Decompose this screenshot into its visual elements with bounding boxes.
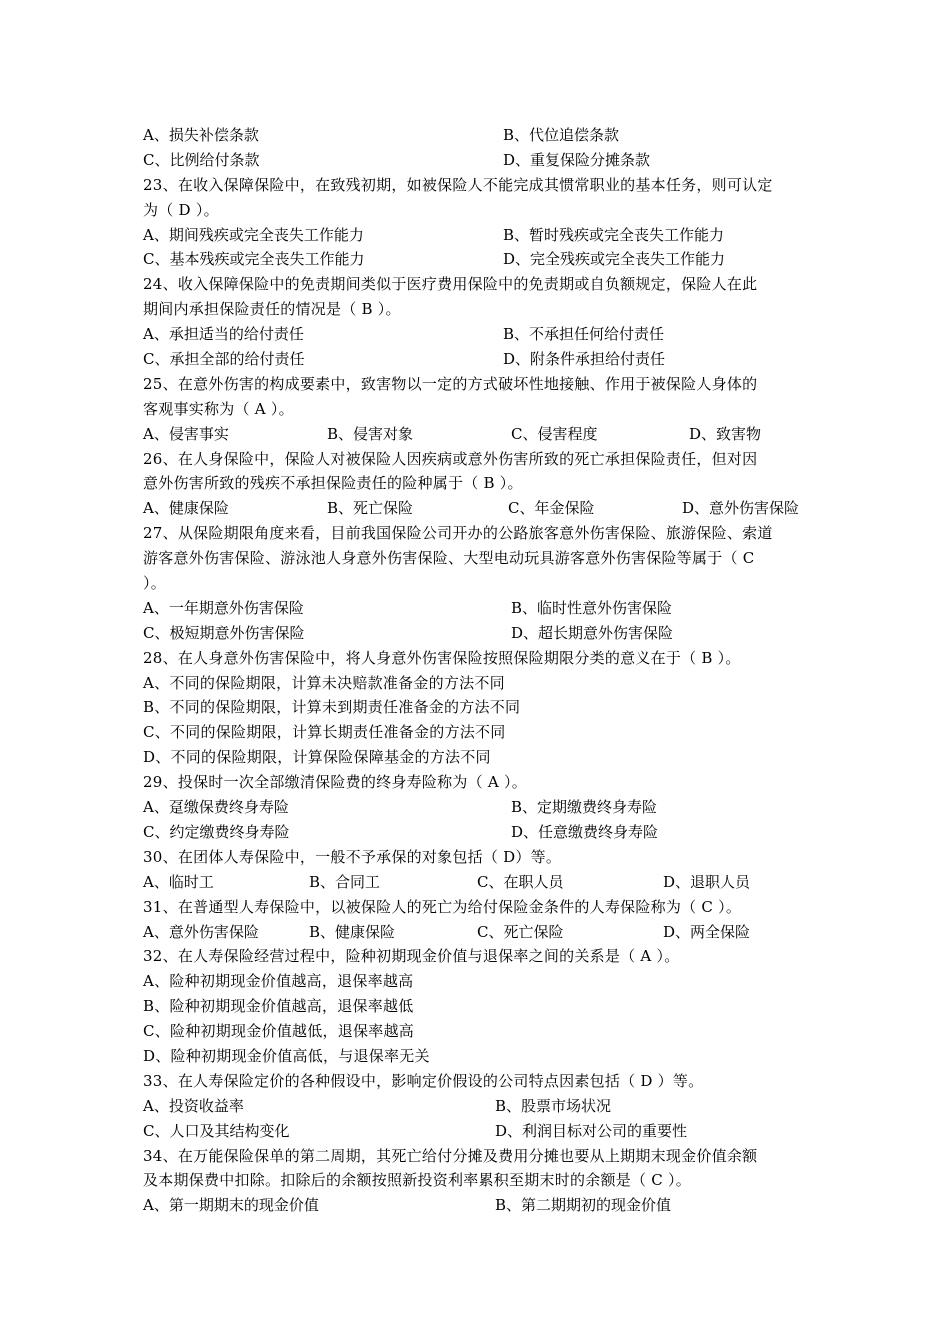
text-line: 32、在人寿保险经营过程中，险种初期现金价值与退保率之间的关系是（ A ）。: [143, 947, 680, 966]
text-line: B、险种初期现金价值越高，退保率越低: [143, 997, 414, 1016]
option-item: A、损失补偿条款: [143, 126, 259, 144]
option-item: B、死亡保险: [327, 499, 414, 518]
option-item: B、定期缴费终身寿险: [511, 798, 658, 817]
text-line: 25、在意外伤害的构成要素中，致害物以一定的方式破坏性地接触、作用于被保险人身体的: [143, 374, 758, 393]
options-row: [143, 247, 813, 272]
option-item: C、基本残疾或完全丧失工作能力: [143, 250, 365, 269]
text-line: A、不同的保险期限，计算未决赔款准备金的方法不同: [143, 673, 505, 692]
text-line: 期间内承担保险责任的情况是（ B ）。: [143, 300, 401, 319]
options-row: [143, 422, 813, 447]
option-item: B、暂时残疾或完全丧失工作能力: [503, 225, 725, 244]
option-item: B、股票市场状况: [495, 1096, 612, 1115]
options-row: [143, 148, 813, 173]
text-line: A、险种初期现金价值越高，退保率越高: [143, 972, 414, 991]
option-item: D、退职人员: [663, 872, 751, 891]
text-line: 23、在收入保障保险中，在致残初期，如被保险人不能完成其惯常职业的基本任务，则可认定: [143, 175, 773, 194]
option-item: B、合同工: [309, 872, 381, 891]
option-item: D、致害物: [689, 424, 762, 443]
option-item: B、临时性意外伤害保险: [511, 598, 673, 617]
option-item: D、附条件承担给付责任: [503, 350, 666, 369]
text-line: D、险种初期现金价值高低，与退保率无关: [143, 1046, 430, 1065]
options-row: [143, 223, 813, 248]
text-line: D、不同的保险期限，计算保险保障基金的方法不同: [143, 748, 491, 767]
options-row: [143, 322, 813, 347]
text-line: 27、从保险期限角度来看，目前我国保险公司开办的公路旅客意外伤害保险、旅游保险、索道: [143, 524, 773, 543]
option-item: C、比例给付条款: [143, 150, 260, 169]
options-row: [143, 1094, 813, 1119]
option-item: A、承担适当的给付责任: [143, 325, 304, 344]
option-item: D、完全残疾或完全丧失工作能力: [503, 250, 726, 269]
options-row: [143, 820, 813, 845]
options-row: [143, 621, 813, 646]
text-line: 34、在万能保险保单的第二周期，其死亡给付分摊及费用分摊也要从上期期末现金价值余额: [143, 1146, 758, 1165]
text-line: 及本期保费中扣除。扣除后的余额按照新投资利率累积至期末时的余额是（ C ）。: [143, 1171, 692, 1190]
option-item: D、超长期意外伤害保险: [511, 623, 674, 642]
option-item: C、在职人员: [477, 872, 564, 891]
options-row: [143, 496, 813, 521]
text-line: 33、在人寿保险定价的各种假设中，影响定价假设的公司特点因素包括（ D ）等。: [143, 1071, 704, 1090]
option-item: D、两全保险: [663, 922, 751, 941]
options-row: [143, 870, 813, 895]
text-line: ）。: [143, 574, 167, 593]
text-line: 30、在团体人寿保险中，一般不予承保的对象包括（ D）等。: [143, 847, 562, 866]
option-item: A、趸缴保费终身寿险: [143, 798, 289, 817]
option-item: B、代位追偿条款: [503, 126, 620, 144]
text-line: 为（ D ）。: [143, 200, 219, 219]
option-item: D、重复保险分摊条款: [503, 150, 651, 169]
text-line: 客观事实称为（ A ）。: [143, 399, 294, 418]
option-item: C、死亡保险: [477, 922, 564, 941]
text-line: 31、在普通型人寿保险中，以被保险人的死亡为给付保险金条件的人寿保险称为（ C ）。: [143, 897, 742, 916]
text-line: 意外伤害所致的残疾不承担保险责任的险种属于（ B ）。: [143, 474, 523, 493]
text-line: 28、在人身意外伤害保险中，将人身意外伤害保险按照保险期限分类的意义在于（ B ）。: [143, 648, 741, 667]
option-item: A、第一期期末的现金价值: [143, 1196, 319, 1215]
option-item: A、意外伤害保险: [143, 922, 259, 941]
options-row: [143, 920, 813, 945]
text-line: 26、在人身保险中，保险人对被保险人因疾病或意外伤害所致的死亡承担保险责任，但对因: [143, 449, 758, 468]
option-item: C、约定缴费终身寿险: [143, 822, 290, 841]
option-item: C、承担全部的给付责任: [143, 350, 305, 369]
option-item: B、第二期期初的现金价值: [495, 1196, 672, 1215]
option-item: A、健康保险: [143, 499, 229, 518]
text-line: 游客意外伤害保险、游泳池人身意外伤害保险、大型电动玩具游客意外伤害保险等属于（ C: [143, 549, 755, 568]
options-row: [143, 596, 813, 621]
option-item: B、不承担任何给付责任: [503, 325, 665, 344]
option-item: A、一年期意外伤害保险: [143, 598, 304, 617]
option-item: A、侵害事实: [143, 424, 229, 443]
option-item: B、健康保险: [309, 922, 396, 941]
options-row: [143, 1119, 813, 1144]
text-line: C、不同的保险期限，计算长期责任准备金的方法不同: [143, 723, 506, 742]
options-row: [143, 795, 813, 820]
option-item: C、极短期意外伤害保险: [143, 623, 305, 642]
document-page: [143, 123, 813, 1218]
options-row: [143, 1193, 813, 1218]
option-item: A、投资收益率: [143, 1096, 244, 1115]
option-item: A、期间残疾或完全丧失工作能力: [143, 225, 364, 244]
text-line: C、险种初期现金价值越低，退保率越高: [143, 1022, 414, 1041]
options-row: [143, 347, 813, 372]
option-item: C、年金保险: [508, 499, 595, 518]
option-item: A、临时工: [143, 872, 214, 891]
text-line: 24、收入保障保险中的免责期间类似于医疗费用保险中的免责期或自负额规定，保险人在此: [143, 275, 758, 294]
option-item: C、人口及其结构变化: [143, 1121, 290, 1140]
text-line: 29、投保时一次全部缴清保险费的终身寿险称为（ A ）。: [143, 773, 527, 792]
option-item: B、侵害对象: [327, 424, 414, 443]
option-item: C、侵害程度: [511, 424, 598, 443]
text-line: B、不同的保险期限，计算未到期责任准备金的方法不同: [143, 698, 521, 717]
option-item: D、利润目标对公司的重要性: [495, 1121, 688, 1140]
options-row: [143, 123, 813, 148]
option-item: D、任意缴费终身寿险: [511, 822, 659, 841]
option-item: D、意外伤害保险: [682, 499, 800, 518]
